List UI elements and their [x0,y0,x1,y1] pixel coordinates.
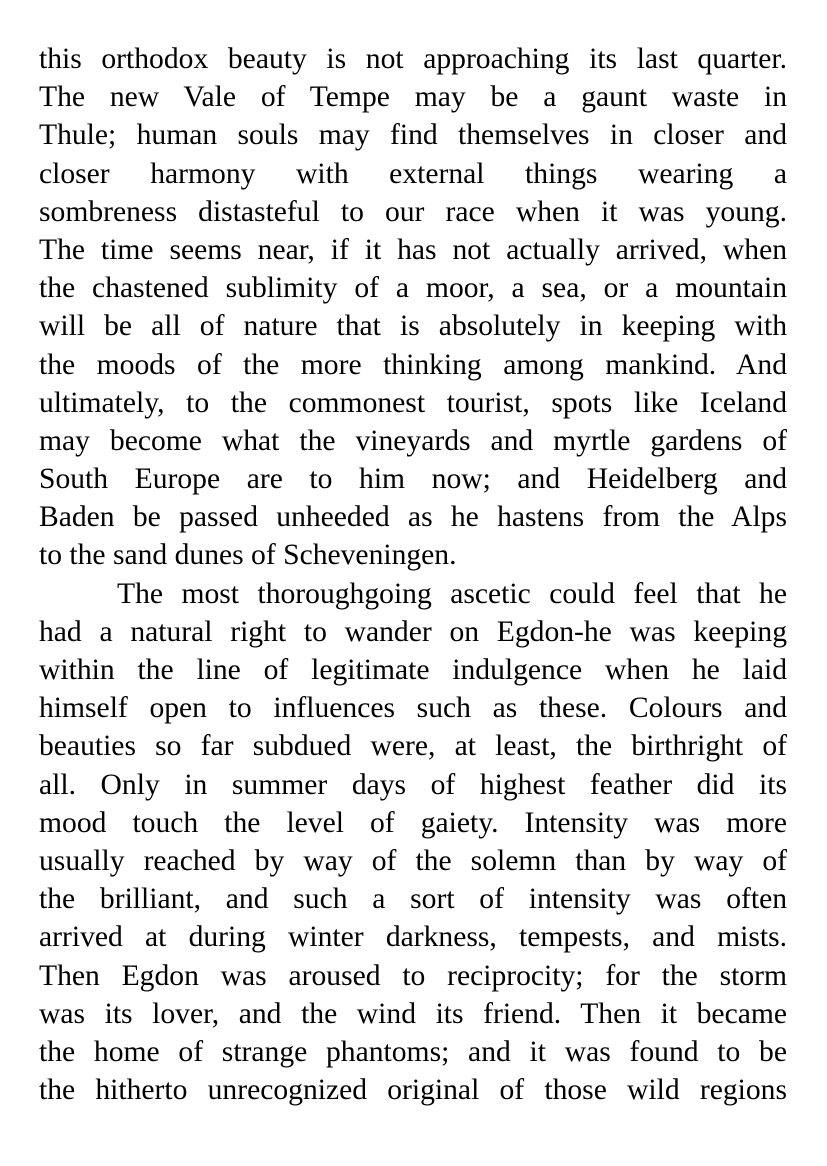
text-line: the brilliant, and such a sort of intensity was often [39,883,787,916]
text-line: ultimately, to the commonest tourist, spots like Iceland [39,386,787,419]
document-page [39,40,787,1109]
text-line: will be all of nature that is absolutely in keeping with [39,310,787,343]
text-line: closer harmony with external things wearing a [39,157,787,190]
text-line: Baden be passed unheeded as he hastens from the Alps [39,501,787,534]
text-line: had a natural right to wander on Egdon-he was keeping [39,615,787,648]
paragraph-1 [39,40,787,575]
text-line: Thule; human souls may find themselves in closer and [39,119,787,152]
text-line: himself open to influences such as these. Colours and [39,692,787,725]
text-line: to the sand dunes of Scheveningen. [39,539,457,572]
text-line: beauties so far subdued were, at least, the birthright of [39,730,787,763]
text-line: the home of strange phantoms; and it was found to be [39,1035,787,1068]
text-line: The new Vale of Tempe may be a gaunt waste in [39,81,787,114]
text-line: usually reached by way of the solemn than by way of [39,844,787,877]
text-line: the moods of the more thinking among mankind. And [39,348,787,381]
text-line: mood touch the level of gaiety. Intensity was more [39,806,787,839]
text-line: arrived at during winter darkness, tempests, and mists. [39,921,787,954]
text-line: South Europe are to him now; and Heidelberg and [39,463,787,496]
text-line: all. Only in summer days of highest feather did its [39,768,787,801]
paragraph-2 [39,575,787,1110]
text-line: this orthodox beauty is not approaching its last quarter. [39,43,787,75]
text-line: the hitherto unrecognized original of those wild regions [39,1074,787,1107]
text-line: sombreness distasteful to our race when it was young. [39,195,787,228]
text-line: The time seems near, if it has not actually arrived, when [39,233,787,266]
text-line: may become what the vineyards and myrtle gardens of [39,424,787,457]
text-line: The most thoroughgoing ascetic could feel that he [117,577,787,610]
text-line: Then Egdon was aroused to reciprocity; for the storm [39,959,787,992]
text-line: the chastened sublimity of a moor, a sea, or a mountain [39,272,787,305]
text-line: was its lover, and the wind its friend. Then it became [39,997,787,1030]
text-line: within the line of legitimate indulgence when he laid [39,654,787,686]
